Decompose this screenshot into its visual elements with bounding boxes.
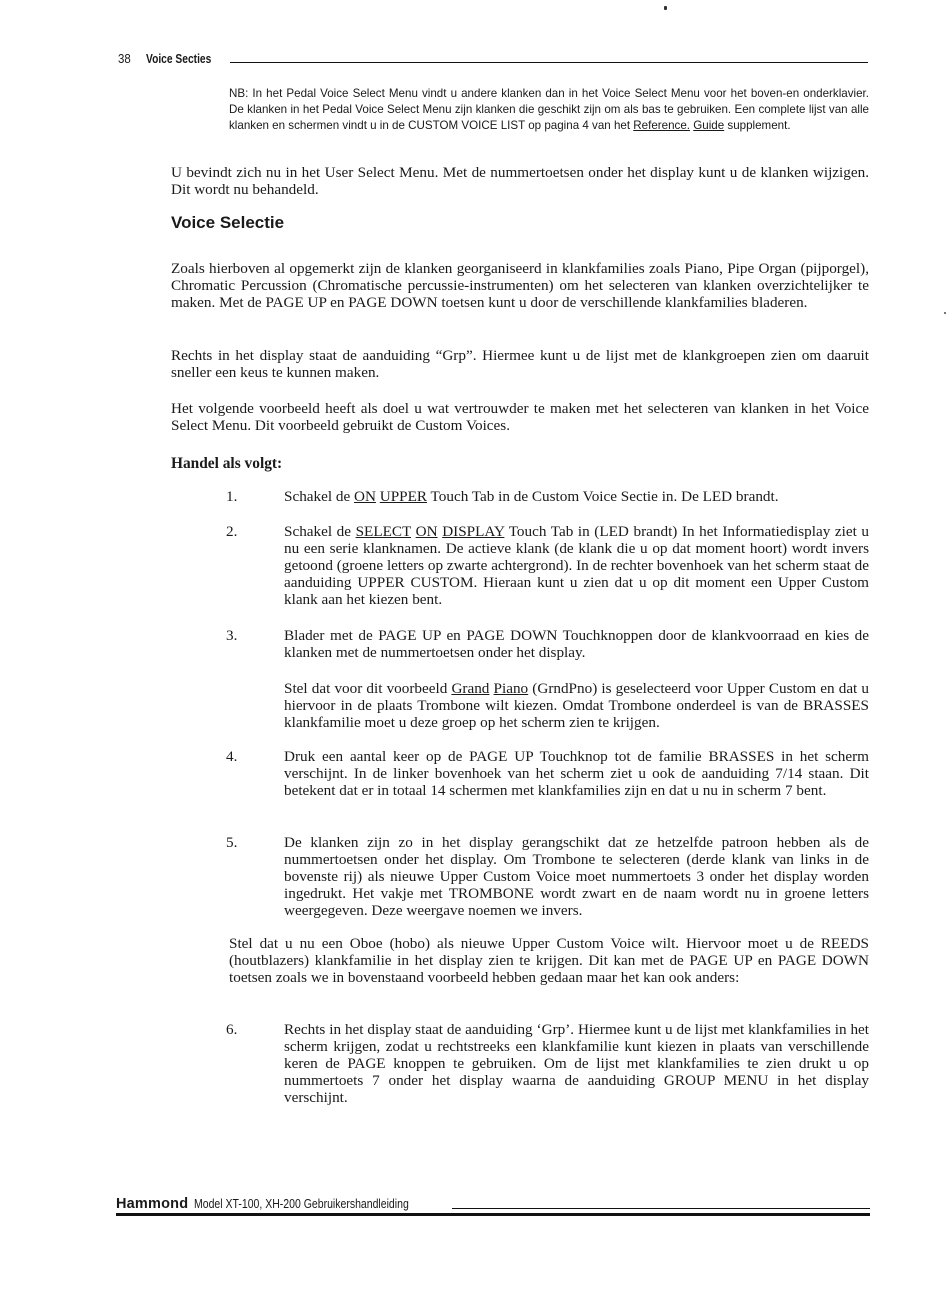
step-number: 5. [226,834,238,851]
nb-tail: supplement. [724,119,791,132]
model-title: Model XT-100, XH-200 Gebruikershandleiding [194,1197,410,1211]
step-text-part: Stel dat voor dit voorbeeld [284,680,452,697]
brand-name: Hammond [116,1196,189,1212]
step-text: Blader met de PAGE UP en PAGE DOWN Touchknoppen door de klankvoorraad en kies de klanken met de nummertoetsen onder het display. [284,627,869,661]
nb-ref-guide: Guide [693,119,725,132]
paragraph-grp: Rechts in het display staat de aanduiding “Grp”. Hiermee kunt u de lijst met de klankgroepen zien om daaruit sneller een keus te kunnen maken. [171,347,869,381]
header-rule [230,62,868,63]
key-display: DISPLAY [442,523,505,540]
section-heading: Voice Selectie [171,213,285,232]
step-text [284,488,869,505]
step-text: De klanken zijn zo in het display gerangschikt dat ze hetzelfde patroon hebben als de nummertoetsen onder het display. Om Trombone te selecteren (derde klank van links in de bovenste rij) als nieuwe Upper Custom Voice moet nummertoets 3 onder het display worden ingedrukt. Het vakje met TROMBONE wordt zwart en de naam wordt nu in groene letters weergegeven. Deze weergave noemen we invers. [284,834,869,919]
step-text-part: Schakel de [284,523,356,540]
speck-mark-right [944,312,946,314]
page-footer [116,1196,870,1218]
key-upper: UPPER [379,488,428,505]
step-number: 1. [226,488,238,505]
step-text: Druk een aantal keer op de PAGE UP Touchknop tot de familie BRASSES in het scherm verschijnt. In de linker bovenhoek van het scherm ziet u ook de aanduiding 7/14 staan. Dit betekent dat er in totaal 14 schermen met klankfamilies zijn en dat u nu in scherm 7 bent. [284,748,869,799]
page-header [118,46,868,66]
step-text: Rechts in het display staat de aanduiding ‘Grp’. Hiermee kunt u de lijst met klankfamilies in het scherm krijgen, zodat u rechtstreeks een klankfamilie kunt kiezen in plaats van verschillende keren de PAGE knoppen te gebruiken. Om de lijst met klankfamilies te zien drukt u op nummertoets 7 onder het display waarna de aanduiding GROUP MENU in het display verschijnt. [284,1021,869,1106]
footer-text [116,1196,450,1212]
step-number: 3. [226,627,238,644]
section-title: Voice Secties [146,52,212,66]
step-text-part: Schakel de [284,488,355,505]
step-text-part: (GrndPno) is geselecteerd voor Upper Custom en dat u hiervoor in de plaats Trombone wilt kiezen. Omdat Trombone onderdeel is van de BRASSES klankfamilie moet u deze groep op het scherm zien te krijgen. [284,680,870,731]
nb-text: NB: In het Pedal Voice Select Menu vindt u andere klanken dan in het Voice Select Menu voor het boven-en onderklavier. De klanken in het Pedal Voice Select Menu zijn klanken die geschikt zijn om als bas te gebruiken. Een complete lijst van alle klanken en schermen vindt u in de CUSTOM VOICE LIST op pagina 4 van het [229,87,869,132]
voice-piano: Piano [493,680,529,697]
step-3-example [284,680,869,731]
paragraph-example: Het volgende voorbeeld heeft als doel u wat vertrouwder te maken met het selecteren van klanken in het Voice Select Menu. Dit voorbeeld gebruikt de Custom Voices. [171,400,869,434]
key-on: ON [415,523,438,540]
step-number: 6. [226,1021,238,1038]
paragraph-oboe: Stel dat u nu een Oboe (hobo) als nieuwe Upper Custom Voice wilt. Hiervoor moet u de REEDS (houtblazers) klankfamilie in het display zien te krijgen. Dit kan met de PAGE UP en PAGE DOWN toetsen zoals we in bovenstaand voorbeeld hebben gedaan maar het kan ook anders: [229,935,869,986]
nb-note [229,86,869,134]
step-text [284,523,869,608]
step-text-part: Touch Tab in (LED brandt) In het Informatiedisplay ziet u nu een serie klanknamen. De actieve klank (de klank die u op dat moment hoort) wordt invers getoond (groene letters op zwarte achtergrond). In de rechter bovenhoek van het scherm staat de aanduiding UPPER CUSTOM. Hieraan kunt u zien dat u op dit moment een Upper Custom klank aan het kiezen bent. [284,523,870,608]
key-on: ON [354,488,376,505]
intro-paragraph: U bevindt zich nu in het User Select Menu. Met de nummertoetsen onder het display kunt u de klanken wijzigen. Dit wordt nu behandeld. [171,164,869,198]
speck-mark [664,6,667,10]
voice-grand: Grand [451,680,490,697]
page-number: 38 [118,51,131,66]
footer-rule-thin [452,1208,870,1209]
step-number: 2. [226,523,238,540]
paragraph-families: Zoals hierboven al opgemerkt zijn de klanken georganiseerd in klankfamilies zoals Piano, Pipe Organ (pijporgel), Chromatic Percussion (Chromatische percussie-instrumenten) om het selecteren van klanken overzichtelijker te maken. Met de PAGE UP en PAGE DOWN toetsen kunt u door de verschillende klankfamilies bladeren. [171,260,869,311]
key-select: SELECT [355,523,412,540]
step-text-part: Touch Tab in de Custom Voice Sectie in. De LED brandt. [427,488,779,505]
footer-rule-thick [116,1213,870,1216]
procedure-heading: Handel als volgt: [171,455,283,472]
nb-ref-reference: Reference. [633,119,690,132]
step-number: 4. [226,748,238,765]
